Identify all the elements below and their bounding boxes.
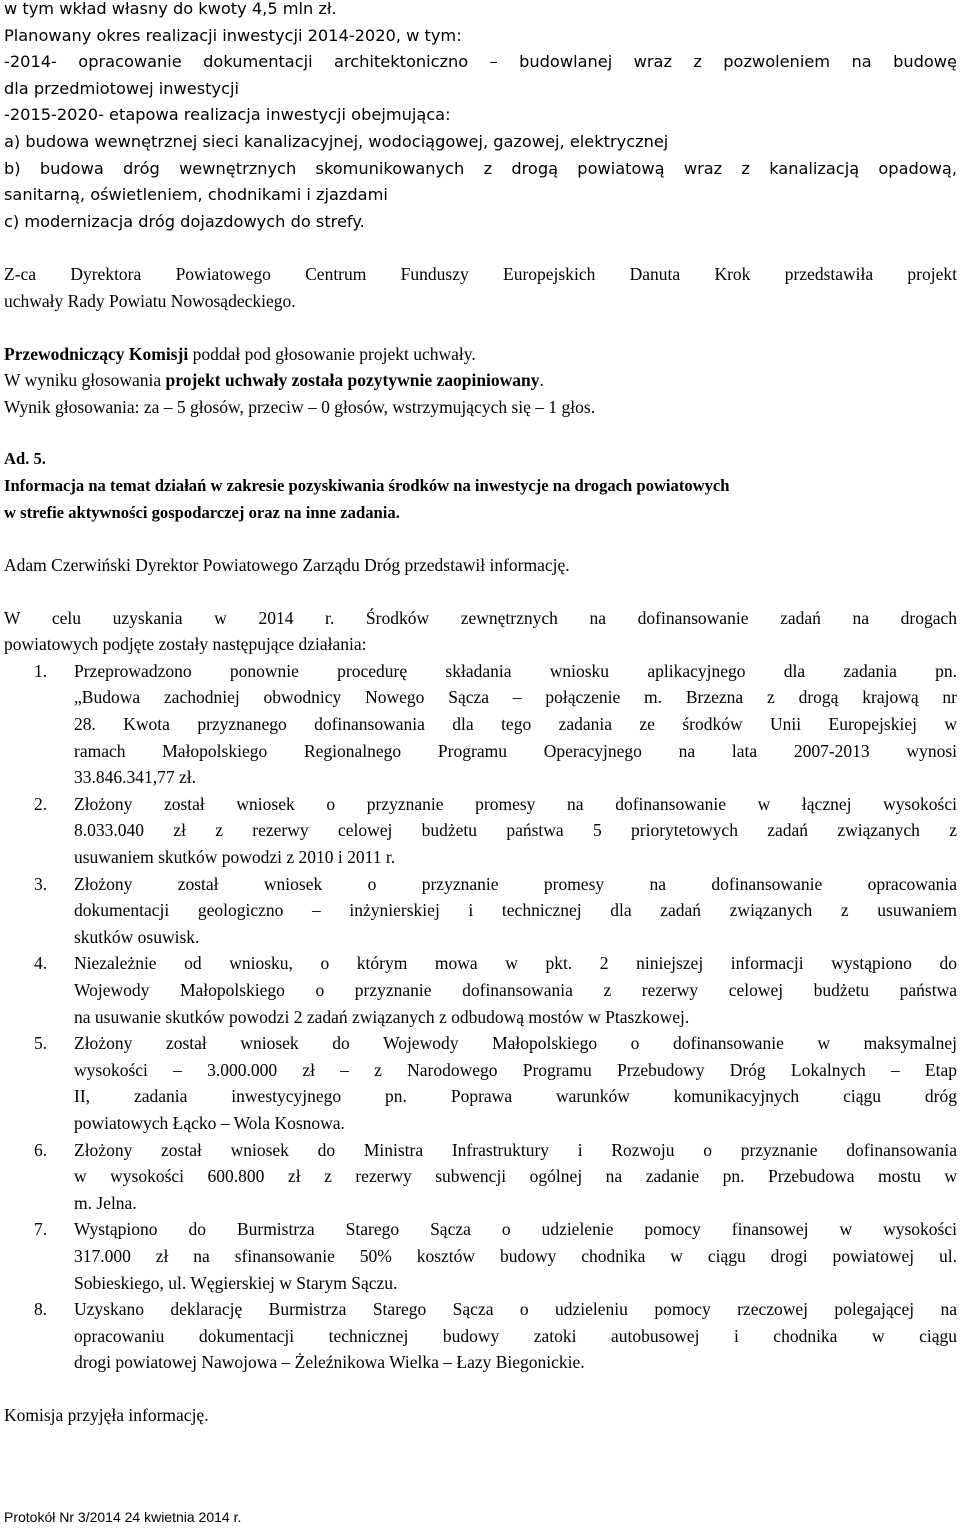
text-line: m. Jelna. <box>74 1192 137 1213</box>
text-line: uchwały Rady Powiatu Nowosądeckiego. <box>4 290 296 311</box>
text-line: Planowany okres realizacji inwestycji 2014-2020, w tym: <box>4 25 462 45</box>
conclusion-line: Komisja przyjęła informację. <box>4 1404 209 1425</box>
text-line: 8.033.040 zł z rezerwy celowej budżetu państwa 5 priorytetowych zadań związanych z <box>74 820 957 841</box>
text-line: ramach Małopolskiego Regionalnego Programu Operacyjnego na lata 2007-2013 wynosi <box>74 740 957 761</box>
item-number: 3. <box>34 873 48 894</box>
text-line: II, zadania inwestycyjnego pn. Poprawa warunków komunikacyjnych ciągu dróg <box>74 1086 957 1107</box>
text-line: skutków osuwisk. <box>74 926 200 947</box>
chair-text: poddał pod głosowanie projekt uchwały. <box>188 343 476 364</box>
text-line: c) modernizacja dróg dojazdowych do strefy. <box>4 211 365 231</box>
text-line: Uzyskano deklarację Burmistrza Starego Sącza o udzieleniu pomocy rzeczowej polegającej na <box>74 1299 957 1320</box>
item-body <box>74 1137 957 1217</box>
text-line: dokumentacji geologiczno – inżynierskiej i technicznej dla zadań związanych z usuwaniem <box>74 900 957 921</box>
item-body <box>74 658 957 791</box>
item-title-line: Informacja na temat działań w zakresie pozyskiwania środków na inwestycje na drogach powiatowych <box>4 475 730 495</box>
text-line: Sobieskiego, ul. Węgierskiej w Starym Sączu. <box>74 1272 398 1293</box>
item-number: 6. <box>34 1139 48 1160</box>
agenda-item-5 <box>4 446 957 1428</box>
item-number: 8. <box>34 1299 48 1320</box>
list-item <box>4 950 957 1030</box>
text-line: powiatowych Łącko – Wola Kosnowa. <box>74 1112 345 1133</box>
text-line: b) budowa dróg wewnętrznych skomunikowanych z drogą powiatową wraz z kanalizacją opadową, <box>4 158 957 178</box>
item-body <box>74 791 957 871</box>
text-line: -2015-2020- etapowa realizacja inwestycji obejmująca: <box>4 105 451 125</box>
result-prefix: W wyniku głosowania <box>4 370 166 391</box>
item-body <box>74 950 957 1030</box>
text-line: drogi powiatowej Nawojowa – Żeleźnikowa Wielka – Łazy Biegonickie. <box>74 1352 585 1373</box>
list-item <box>4 871 957 951</box>
chair-label: Przewodniczący Komisji <box>4 343 189 364</box>
text-line: Wojewody Małopolskiego o przyznanie dofinansowania z rezerwy celowej budżetu państwa <box>74 980 957 1000</box>
text-line: 317.000 zł na sfinansowanie 50% kosztów budowy chodnika w ciągu drogi powiatowej ul. <box>74 1245 957 1266</box>
text-line: wysokości – 3.000.000 zł – z Narodowego Programu Przebudowy Dróg Lokalnych – Etap <box>74 1059 957 1080</box>
text-line: Z-ca Dyrektora Powiatowego Centrum Funduszy Europejskich Danuta Krok przedstawiła projekt <box>4 264 957 285</box>
intro-line: W celu uzyskania w 2014 r. Środków zewnętrznych na dofinansowanie zadań na drogach <box>4 607 957 628</box>
text-line: usuwaniem skutków powodzi z 2010 i 2011 r. <box>74 847 396 868</box>
actions-list <box>4 658 957 1376</box>
text-line: 33.846.341,77 zł. <box>74 767 197 788</box>
item-body <box>74 871 957 951</box>
intro-line: powiatowych podjęte zostały następujące działania: <box>4 634 367 655</box>
text-line: dla przedmiotowej inwestycji <box>4 78 239 98</box>
presentation-paragraph <box>4 261 957 314</box>
vote-tally: Wynik głosowania: za – 5 głosów, przeciw – 0 głosów, wstrzymujących się – 1 głos. <box>4 396 596 417</box>
list-item <box>4 658 957 791</box>
result-line <box>4 367 957 394</box>
result-suffix: . <box>539 370 544 391</box>
text-line: na usuwanie skutków powodzi 2 zadań związanych z odbudową mostów w Ptaszkowej. <box>74 1006 690 1027</box>
text-line: Wystąpiono do Burmistrza Starego Sącza o udzielenie pomocy finansowej w wysokości <box>74 1219 957 1240</box>
item-number: 2. <box>34 793 48 814</box>
item-number: 4. <box>34 953 48 974</box>
presenter-line: Adam Czerwiński Dyrektor Powiatowego Zarządu Dróg przedstawił informację. <box>4 555 570 576</box>
text-line: Złożony został wniosek do Ministra Infrastruktury i Rozwoju o przyznanie dofinansowania <box>74 1139 957 1160</box>
item-number: 1. <box>34 660 48 681</box>
page-footer: Protokół Nr 3/2014 24 kwietnia 2014 r. <box>4 1509 242 1525</box>
list-item <box>4 791 957 871</box>
text-line: opracowaniu dokumentacji technicznej budowy zatoki autobusowej i chodnika w ciągu <box>74 1325 957 1346</box>
item-body <box>74 1030 957 1136</box>
investment-plan-block <box>4 0 957 235</box>
text-line: „Budowa zachodniej obwodnicy Nowego Sącza – połączenie m. Brzezna z drogą krajową nr <box>74 687 957 708</box>
item-number: 7. <box>34 1219 48 1240</box>
item-title-line: w strefie aktywności gospodarczej oraz na inne zadania. <box>4 502 400 522</box>
item-body <box>74 1296 957 1376</box>
text-line: 28. Kwota przyznanego dofinansowania dla tego zadania ze środków Unii Europejskiej w <box>74 714 957 735</box>
text-line: Złożony został wniosek o przyznanie promesy na dofinansowanie w łącznej wysokości <box>74 793 957 814</box>
item-body <box>74 1216 957 1296</box>
text-line: w wysokości 600.800 zł z rezerwy subwencji ogólnej na zadanie pn. Przebudowa mostu w <box>74 1166 957 1187</box>
text-line: a) budowa wewnętrznej sieci kanalizacyjnej, wodociągowej, gazowej, elektrycznej <box>4 131 669 151</box>
list-item <box>4 1030 957 1136</box>
text-line: Przeprowadzono ponownie procedurę składania wniosku aplikacyjnego dla zadania pn. <box>74 660 957 681</box>
text-line: Złożony został wniosek do Wojewody Małopolskiego o dofinansowanie w maksymalnej <box>74 1033 957 1054</box>
item-number: 5. <box>34 1033 48 1054</box>
chair-line <box>4 341 957 368</box>
item-heading: Ad. 5. <box>4 449 46 469</box>
result-verdict: projekt uchwały została pozytywnie zaopiniowany <box>165 370 540 391</box>
list-item <box>4 1296 957 1376</box>
vote-paragraph <box>4 341 957 421</box>
text-line: Złożony został wniosek o przyznanie promesy na dofinansowanie opracowania <box>74 873 957 894</box>
text-line: sanitarną, oświetleniem, chodnikami i zjazdami <box>4 185 388 205</box>
text-line: Niezależnie od wniosku, o którym mowa w pkt. 2 niniejszej informacji wystąpiono do <box>74 953 957 974</box>
list-item <box>4 1216 957 1296</box>
list-item <box>4 1137 957 1217</box>
document-page <box>4 0 957 1429</box>
text-line: w tym wkład własny do kwoty 4,5 mln zł. <box>4 0 337 18</box>
text-line: -2014- opracowanie dokumentacji architektoniczno – budowlanej wraz z pozwoleniem na budowę <box>4 52 957 72</box>
